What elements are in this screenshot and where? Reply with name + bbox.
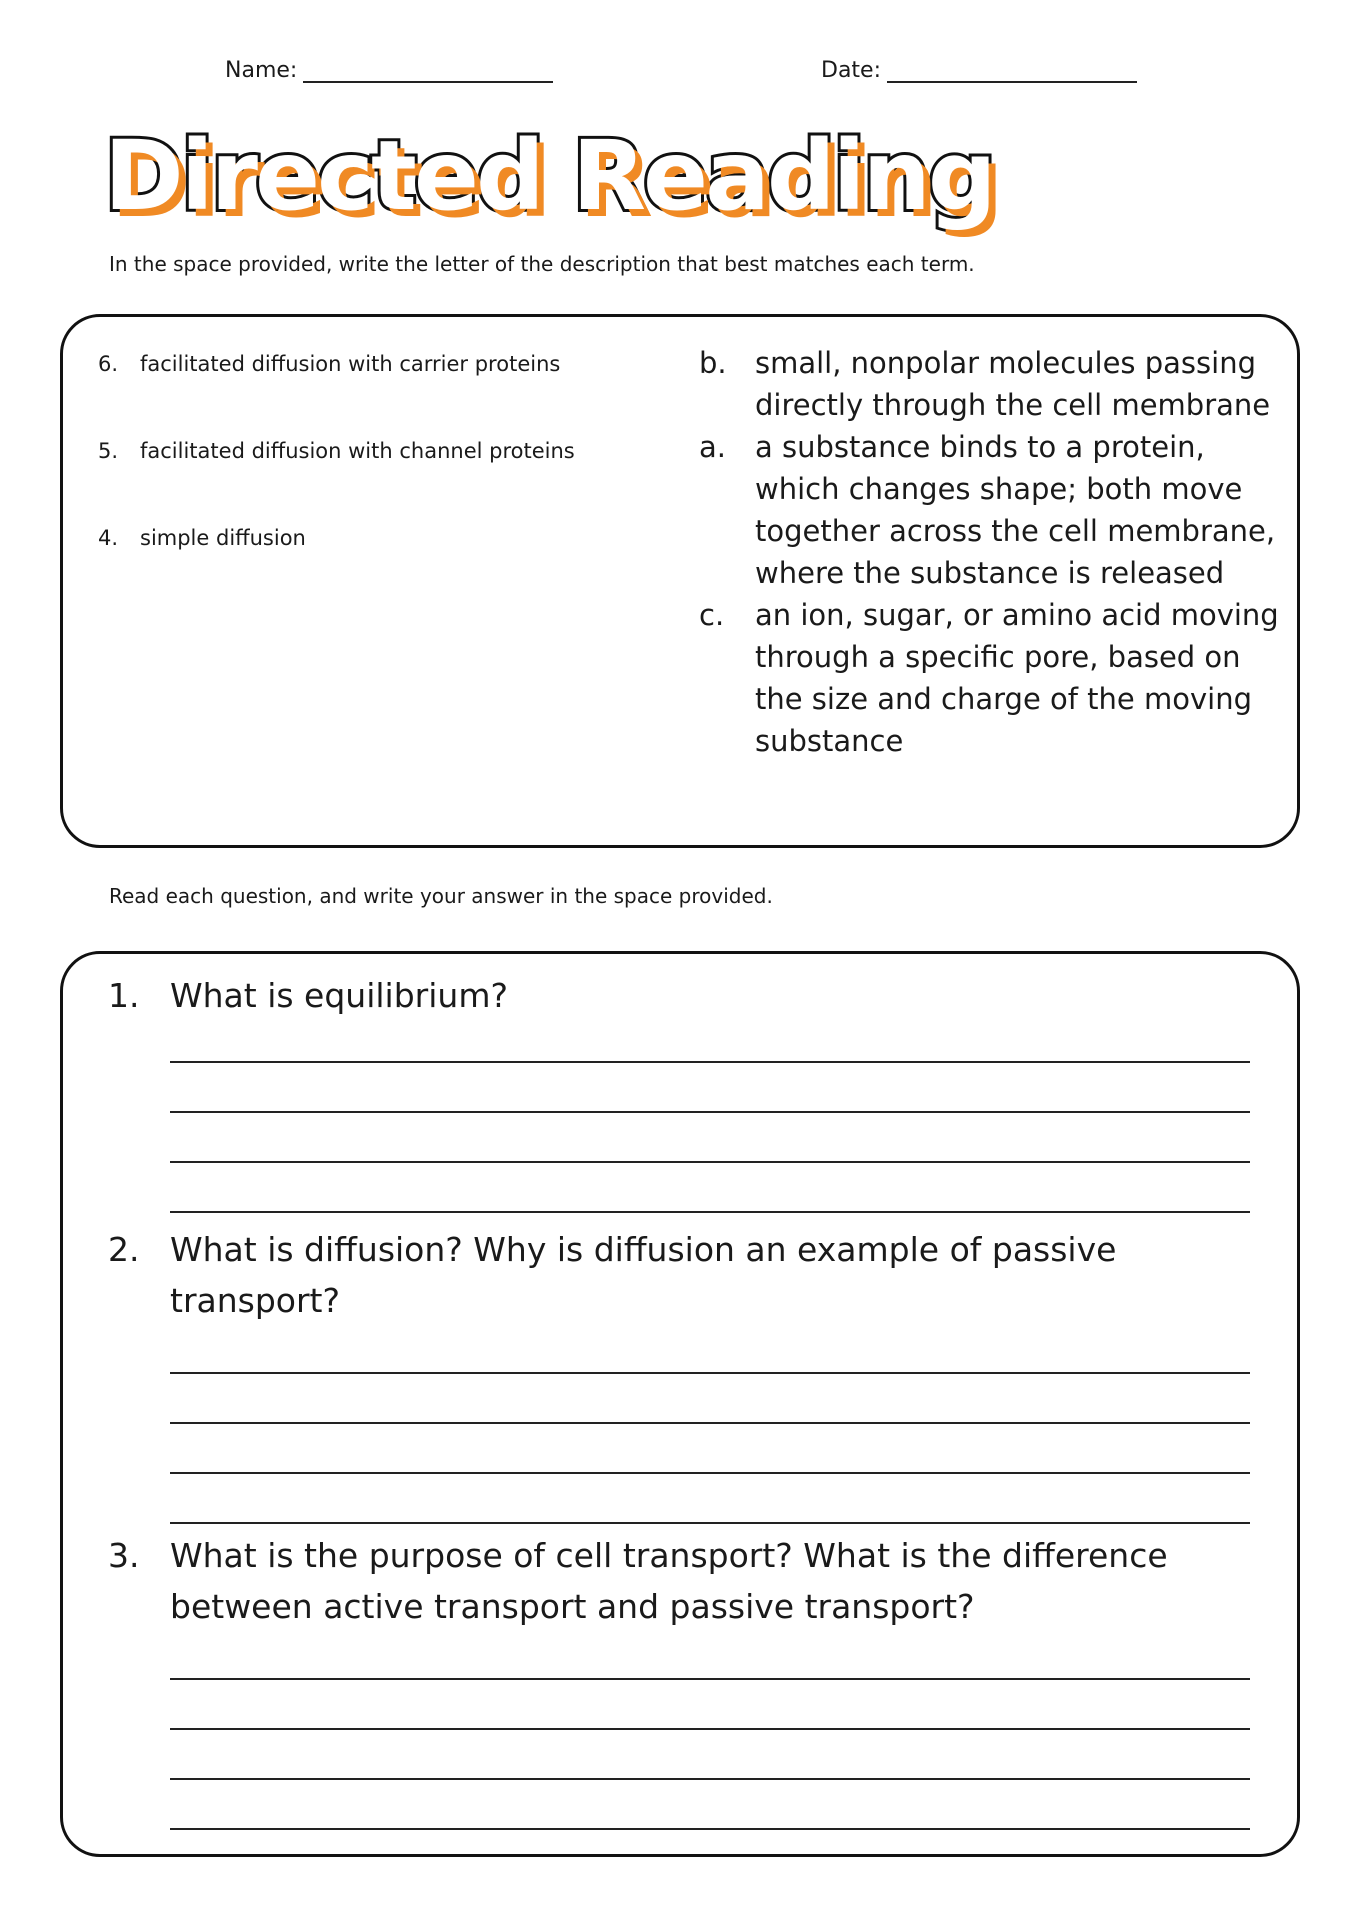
- answer-line[interactable]: [170, 1678, 1250, 1680]
- question-item: [108, 970, 1258, 1213]
- question-text-row: [108, 1530, 1258, 1632]
- answer-line[interactable]: [170, 1728, 1250, 1730]
- answer-area[interactable]: [170, 1372, 1250, 1524]
- description-text: an ion, sugar, or amino acid moving through a specific pore, based on the size and charge of the moving substance: [755, 598, 1279, 758]
- term-number: 4.: [98, 526, 119, 550]
- name-field[interactable]: [225, 58, 553, 83]
- name-label: Name:: [225, 58, 298, 83]
- description-letter: b.: [699, 346, 727, 380]
- term-number: 6.: [98, 352, 119, 376]
- answer-line[interactable]: [170, 1472, 1250, 1474]
- term-number: 5.: [98, 439, 119, 463]
- question-text: What is the purpose of cell transport? What is the difference between active transport and passive transport?: [170, 1536, 1168, 1626]
- answer-line[interactable]: [170, 1372, 1250, 1374]
- description-item: [699, 594, 1279, 762]
- term-text: facilitated diffusion with carrier proteins: [140, 352, 561, 376]
- description-text: small, nonpolar molecules passing directly through the cell membrane: [755, 346, 1271, 422]
- question-number: 3.: [108, 1536, 140, 1575]
- name-blank-line[interactable]: [303, 59, 553, 83]
- question-item: [108, 1224, 1258, 1524]
- description-letter: a.: [699, 430, 726, 464]
- question-text: What is diffusion? Why is diffusion an example of passive transport?: [170, 1230, 1117, 1320]
- term-item: [98, 526, 306, 550]
- date-blank-line[interactable]: [887, 59, 1137, 83]
- date-field[interactable]: [821, 58, 1137, 83]
- date-label: Date:: [821, 58, 881, 83]
- questions-box: [60, 951, 1300, 1857]
- answer-line[interactable]: [170, 1522, 1250, 1524]
- questions-instruction: Read each question, and write your answer in the space provided.: [109, 884, 773, 908]
- answer-area[interactable]: [170, 1061, 1250, 1213]
- term-item: [98, 439, 575, 463]
- answer-area[interactable]: [170, 1678, 1250, 1830]
- term-text: facilitated diffusion with channel proteins: [140, 439, 575, 463]
- question-text-row: [108, 1224, 1258, 1326]
- question-item: [108, 1530, 1258, 1830]
- question-text-row: [108, 970, 1258, 1021]
- question-number: 2.: [108, 1230, 140, 1269]
- answer-line[interactable]: [170, 1061, 1250, 1063]
- description-letter: c.: [699, 598, 725, 632]
- answer-line[interactable]: [170, 1828, 1250, 1830]
- description-item: [699, 426, 1279, 594]
- answer-line[interactable]: [170, 1111, 1250, 1113]
- question-number: 1.: [108, 976, 140, 1015]
- answer-line[interactable]: [170, 1211, 1250, 1213]
- answer-line[interactable]: [170, 1161, 1250, 1163]
- matching-instruction: In the space provided, write the letter of the description that best matches each term.: [109, 252, 975, 276]
- description-list: [699, 342, 1279, 762]
- description-text: a substance binds to a protein, which changes shape; both move together across the cell membrane, where the substance is released: [755, 430, 1276, 590]
- term-item: [98, 352, 560, 376]
- page-title: Directed Reading: [104, 120, 994, 232]
- answer-line[interactable]: [170, 1422, 1250, 1424]
- question-text: What is equilibrium?: [170, 976, 508, 1015]
- term-text: simple diffusion: [140, 526, 306, 550]
- answer-line[interactable]: [170, 1778, 1250, 1780]
- description-item: [699, 342, 1279, 426]
- matching-box: [60, 314, 1300, 848]
